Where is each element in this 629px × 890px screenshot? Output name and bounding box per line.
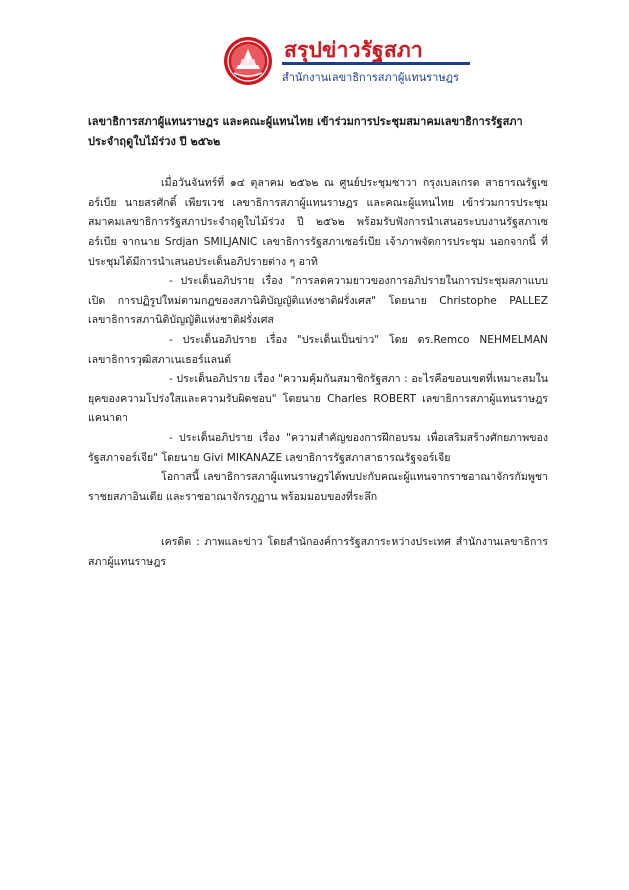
discussion-item: - ประเด็นอภิปราย เรื่อง "ความสำคัญของการฝึกอบรม เพื่อเสริมสร้างศักยภาพของรัฐสภาจอร์เจีย" โดยนาย Givi MIKANAZE เลขาธิการรัฐสภาสาธารณรัฐจอร์เจีย <box>88 431 548 464</box>
brand-title: สรุปข่าวรัฐสภา <box>284 38 423 62</box>
parliament-seal-icon <box>222 35 274 87</box>
discussion-item: - ประเด็นอภิปราย เรื่อง "ความคุ้มกันสมาชิกรัฐสภา : อะไรคือขอบเขตที่เหมาะสมในยุคของความโปร่งใสและความรับผิดชอบ" โดยนาย Charles ROBERT เลขาธิการสภาผู้แทนราษฎรแคนาดา <box>88 373 548 425</box>
page-header <box>222 30 482 90</box>
article-intro: เมื่อวันจันทร์ที่ ๑๔ ตุลาคม ๒๕๖๒ ณ ศูนย์ประชุมซาวา กรุงเบลเกรด สาธารณรัฐเซอร์เบีย นายสรศักดิ์ เพียรเวช เลขาธิการสภาผู้แทนราษฎร และคณะผู้แทนไทย เข้าร่วมการประชุมสมาคมเลขาธิการรัฐสภาประจำฤดูใบไม้ร่วง ปี ๒๕๖๒ พร้อมรับฟังการนำเสนอระบบงานรัฐสภาเซอร์เบีย จากนาย Srdjan SMILJANIC เลขาธิการรัฐสภาเซอร์เบีย เจ้าภาพจัดการประชุม นอกจากนี้ ที่ประชุมได้มีการนำเสนอประเด็นอภิปรายต่าง ๆ อาทิ <box>88 177 548 268</box>
article-credit: เครดิต : ภาพและข่าว โดยสำนักองค์การรัฐสภาระหว่างประเทศ สำนักงานเลขาธิการสภาผู้แทนราษฎร <box>88 536 548 568</box>
brand-subtitle: สำนักงานเลขาธิการสภาผู้แทนราษฎร <box>282 71 459 84</box>
discussion-item: - ประเด็นอภิปราย เรื่อง "ประเด็นเป็นข่าว" โดย ดร.Remco NEHMELMAN เลขาธิการวุฒิสภาเนเธอร์แลนด์ <box>88 333 548 366</box>
article-body <box>88 112 548 572</box>
article-heading: เลขาธิการสภาผู้แทนราษฎร และคณะผู้แทนไทย เข้าร่วมการประชุมสมาคมเลขาธิการรัฐสภาประจำฤดูใบไม้ร่วง ปี ๒๕๖๒ <box>88 115 523 148</box>
discussion-item: - ประเด็นอภิปราย เรื่อง "การลดความยาวของการอภิปรายในการประชุมสภาแบบเปิด การปฏิรูปใหม่ตามกฎของสภานิติบัญญัติแห่งชาติฝรั่งเศส" โดยนาย Christophe PALLEZ เลขาธิการสภานิติบัญญัติแห่งชาติฝรั่งเศส <box>88 275 548 327</box>
header-rule <box>282 62 470 65</box>
article-closing: โอกาสนี้ เลขาธิการสภาผู้แทนราษฎรได้พบปะกับคณะผู้แทนจากราชอาณาจักรกัมพูชา ราชยสภาอินเดีย และราชอาณาจักรภูฏาน พร้อมมอบของที่ระลึก <box>88 471 548 503</box>
